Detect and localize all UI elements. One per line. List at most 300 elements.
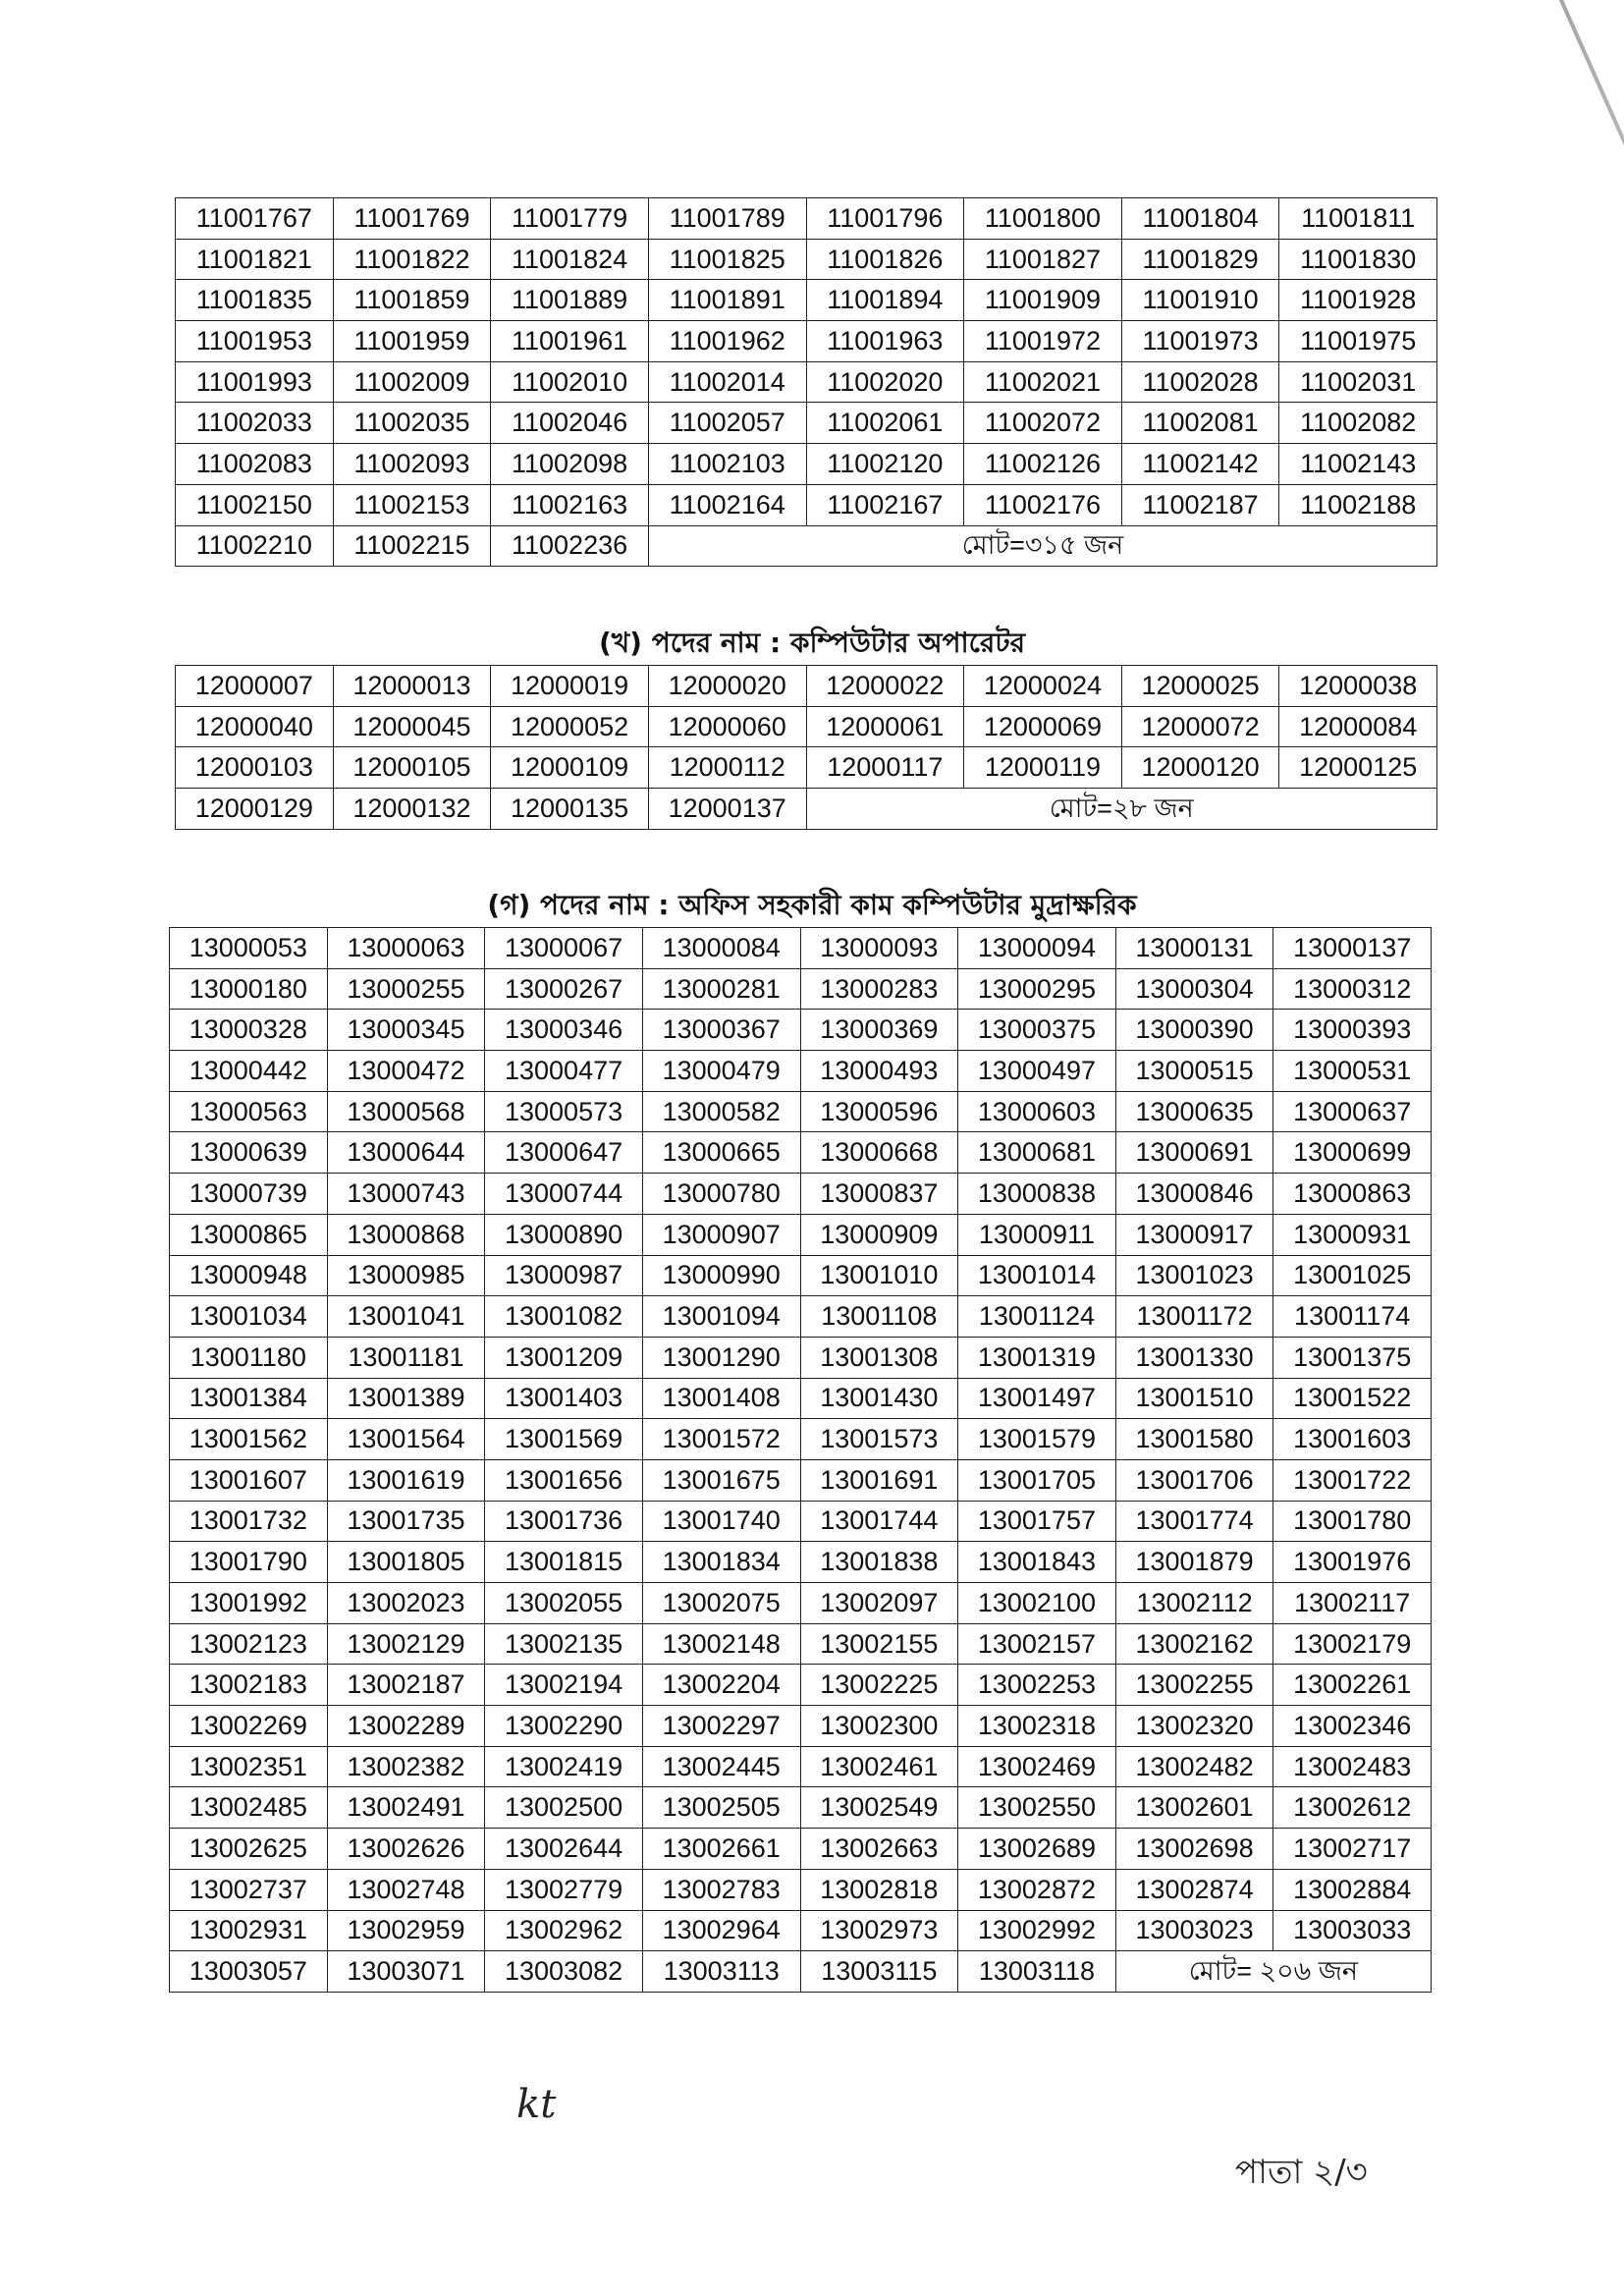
- roll-number-cell: 13002737: [170, 1869, 328, 1910]
- table-row: [176, 789, 1437, 830]
- roll-number-cell: 11002061: [806, 403, 964, 444]
- roll-number-cell: 13001025: [1273, 1255, 1432, 1296]
- roll-number-cell: 13000743: [327, 1174, 485, 1215]
- roll-number-cell: 11001894: [806, 280, 964, 321]
- roll-number-cell: 13000393: [1273, 1010, 1432, 1051]
- table-row: [170, 1706, 1432, 1747]
- roll-number-cell: 13000367: [642, 1010, 800, 1051]
- roll-number-cell: 11001821: [176, 239, 334, 280]
- roll-number-cell: 13000493: [800, 1051, 958, 1092]
- roll-number-cell: 13002783: [642, 1869, 800, 1910]
- roll-number-cell: 13001573: [800, 1419, 958, 1460]
- roll-number-cell: 13000283: [800, 968, 958, 1010]
- roll-number-cell: 13002962: [485, 1910, 643, 1951]
- roll-number-cell: 13001607: [170, 1459, 328, 1501]
- table-row: [176, 321, 1437, 362]
- roll-number-cell: 13001790: [170, 1542, 328, 1583]
- roll-number-cell: 11001826: [806, 239, 964, 280]
- roll-number-cell: 13000780: [642, 1174, 800, 1215]
- roll-number-cell: 11001822: [333, 239, 491, 280]
- roll-number-cell: 13001497: [958, 1378, 1116, 1419]
- roll-number-cell: 13002663: [800, 1829, 958, 1870]
- roll-number-cell: 13000890: [485, 1214, 643, 1255]
- roll-number-cell: 13000515: [1115, 1051, 1273, 1092]
- roll-number-cell: 13002992: [958, 1910, 1116, 1951]
- roll-number-cell: 11001909: [964, 280, 1122, 321]
- roll-number-cell: 13000644: [327, 1132, 485, 1174]
- roll-number-cell: 13002183: [170, 1665, 328, 1706]
- roll-number-cell: 13002644: [485, 1829, 643, 1870]
- roll-number-cell: 13000639: [170, 1132, 328, 1174]
- roll-number-cell: 13000345: [327, 1010, 485, 1051]
- roll-number-cell: 11001928: [1279, 280, 1437, 321]
- roll-number-cell: 13000665: [642, 1132, 800, 1174]
- table-row: [170, 1419, 1432, 1460]
- roll-number-cell: 13000603: [958, 1091, 1116, 1132]
- table-row: [170, 1951, 1432, 1993]
- roll-number-cell: 13002445: [642, 1746, 800, 1787]
- roll-number-cell: 13002748: [327, 1869, 485, 1910]
- roll-number-cell: 13001834: [642, 1542, 800, 1583]
- roll-number-cell: 11002046: [491, 403, 649, 444]
- roll-number-cell: 13000137: [1273, 928, 1432, 969]
- roll-number-cell: 13002419: [485, 1746, 643, 1787]
- roll-number-cell: 11002057: [648, 403, 806, 444]
- roll-number-cell: 13000375: [958, 1010, 1116, 1051]
- roll-number-cell: 13000063: [327, 928, 485, 969]
- roll-number-cell: 13001290: [642, 1337, 800, 1378]
- table-row: [170, 1051, 1432, 1092]
- table-row: [170, 1623, 1432, 1665]
- roll-number-cell: 13000479: [642, 1051, 800, 1092]
- roll-number-cell: 13001569: [485, 1419, 643, 1460]
- roll-number-cell: 11002010: [491, 361, 649, 403]
- roll-number-cell: 13002689: [958, 1829, 1116, 1870]
- roll-number-cell: 13000668: [800, 1132, 958, 1174]
- roll-number-cell: 11001859: [333, 280, 491, 321]
- roll-number-cell: 13001705: [958, 1459, 1116, 1501]
- roll-number-cell: 13000563: [170, 1091, 328, 1132]
- roll-number-cell: 13001603: [1273, 1419, 1432, 1460]
- roll-number-cell: 13002055: [485, 1583, 643, 1624]
- roll-number-cell: 12000084: [1279, 706, 1437, 747]
- roll-number-cell: 13001780: [1273, 1501, 1432, 1542]
- roll-number-cell: 13001805: [327, 1542, 485, 1583]
- roll-number-cell: 13002100: [958, 1583, 1116, 1624]
- roll-number-cell: 13002964: [642, 1910, 800, 1951]
- roll-number-cell: 13001691: [800, 1459, 958, 1501]
- roll-number-cell: 13002290: [485, 1706, 643, 1747]
- roll-table-section-b: [175, 665, 1437, 830]
- table-row: [170, 968, 1432, 1010]
- roll-number-cell: 13002818: [800, 1869, 958, 1910]
- roll-number-cell: 13001180: [170, 1337, 328, 1378]
- roll-number-cell: 13002112: [1115, 1583, 1273, 1624]
- total-count-cell: মোট= ২০৬ জন: [1115, 1951, 1431, 1993]
- roll-number-cell: 11001975: [1279, 321, 1437, 362]
- roll-number-cell: 13001510: [1115, 1378, 1273, 1419]
- roll-number-cell: 13001082: [485, 1296, 643, 1338]
- roll-number-cell: 13000691: [1115, 1132, 1273, 1174]
- table-row: [176, 747, 1437, 789]
- roll-number-cell: 13002300: [800, 1706, 958, 1747]
- roll-number-cell: 13003115: [800, 1951, 958, 1993]
- roll-number-cell: 13001124: [958, 1296, 1116, 1338]
- table-row: [170, 1337, 1432, 1378]
- roll-number-cell: 13002612: [1273, 1787, 1432, 1829]
- table-row: [170, 1583, 1432, 1624]
- roll-number-cell: 13000868: [327, 1214, 485, 1255]
- roll-number-cell: 13000390: [1115, 1010, 1273, 1051]
- roll-number-cell: 12000135: [491, 789, 649, 830]
- roll-number-cell: 12000045: [333, 706, 491, 747]
- roll-number-cell: 13001034: [170, 1296, 328, 1338]
- roll-number-cell: 11002142: [1121, 444, 1279, 485]
- roll-number-cell: 11002083: [176, 444, 334, 485]
- roll-number-cell: 13001879: [1115, 1542, 1273, 1583]
- roll-number-cell: 13000255: [327, 968, 485, 1010]
- roll-number-cell: 11002120: [806, 444, 964, 485]
- table-row: [170, 928, 1432, 969]
- roll-number-cell: 13003118: [958, 1951, 1116, 1993]
- roll-number-cell: 11001961: [491, 321, 649, 362]
- roll-number-cell: 13001744: [800, 1501, 958, 1542]
- roll-number-cell: 13002469: [958, 1746, 1116, 1787]
- roll-number-cell: 13002117: [1273, 1583, 1432, 1624]
- roll-number-cell: 11002150: [176, 484, 334, 525]
- roll-number-cell: 12000025: [1121, 666, 1279, 707]
- roll-number-cell: 13003057: [170, 1951, 328, 1993]
- roll-number-cell: 11001973: [1121, 321, 1279, 362]
- table-row: [176, 444, 1437, 485]
- roll-number-cell: 13001522: [1273, 1378, 1432, 1419]
- roll-number-cell: 11002143: [1279, 444, 1437, 485]
- roll-number-cell: 13000053: [170, 928, 328, 969]
- roll-number-cell: 13000863: [1273, 1174, 1432, 1215]
- roll-number-cell: 13000093: [800, 928, 958, 969]
- page-number: পাতা ২/৩: [1235, 2153, 1368, 2192]
- roll-number-cell: 11001829: [1121, 239, 1279, 280]
- roll-number-cell: 13000948: [170, 1255, 328, 1296]
- table-row: [170, 1910, 1432, 1951]
- table-row: [170, 1132, 1432, 1174]
- roll-number-cell: 11001830: [1279, 239, 1437, 280]
- roll-number-cell: 13002931: [170, 1910, 328, 1951]
- roll-number-cell: 13001308: [800, 1337, 958, 1378]
- roll-number-cell: 12000119: [964, 747, 1122, 789]
- roll-number-cell: 13000180: [170, 968, 328, 1010]
- roll-number-cell: 13001384: [170, 1378, 328, 1419]
- roll-number-cell: 11002082: [1279, 403, 1437, 444]
- roll-number-cell: 13001041: [327, 1296, 485, 1338]
- roll-number-cell: 13001619: [327, 1459, 485, 1501]
- roll-table-section-c: [169, 927, 1432, 1993]
- roll-number-cell: 13000907: [642, 1214, 800, 1255]
- table-row: [170, 1378, 1432, 1419]
- roll-number-cell: 13000582: [642, 1091, 800, 1132]
- roll-number-cell: 13001023: [1115, 1255, 1273, 1296]
- roll-number-cell: 13000909: [800, 1214, 958, 1255]
- roll-number-cell: 12000072: [1121, 706, 1279, 747]
- table-row: [170, 1665, 1432, 1706]
- roll-number-cell: 13002382: [327, 1746, 485, 1787]
- roll-number-cell: 13001010: [800, 1255, 958, 1296]
- roll-number-cell: 13001580: [1115, 1419, 1273, 1460]
- roll-number-cell: 11002020: [806, 361, 964, 403]
- roll-number-cell: 13002482: [1115, 1746, 1273, 1787]
- roll-number-cell: 13000531: [1273, 1051, 1432, 1092]
- roll-number-cell: 13001319: [958, 1337, 1116, 1378]
- roll-number-cell: 13001562: [170, 1419, 328, 1460]
- section-b-heading: (খ) পদের নাম : কম্পিউটার অপারেটর: [599, 627, 1025, 659]
- page-edge-shadow: [1542, 0, 1624, 373]
- table-row: [170, 1010, 1432, 1051]
- roll-number-cell: 11001891: [648, 280, 806, 321]
- roll-number-cell: 13001579: [958, 1419, 1116, 1460]
- roll-number-cell: 11002163: [491, 484, 649, 525]
- roll-number-cell: 13001108: [800, 1296, 958, 1338]
- roll-number-cell: 13002097: [800, 1583, 958, 1624]
- roll-number-cell: 13000442: [170, 1051, 328, 1092]
- roll-number-cell: 11001835: [176, 280, 334, 321]
- roll-number-cell: 13002135: [485, 1623, 643, 1665]
- roll-number-cell: 11001993: [176, 361, 334, 403]
- roll-number-cell: 12000120: [1121, 747, 1279, 789]
- roll-number-cell: 13002269: [170, 1706, 328, 1747]
- roll-number-cell: 13002500: [485, 1787, 643, 1829]
- roll-number-cell: 11001804: [1121, 198, 1279, 240]
- roll-number-cell: 13002148: [642, 1623, 800, 1665]
- roll-number-cell: 11002009: [333, 361, 491, 403]
- table-row: [170, 1459, 1432, 1501]
- table-row: [170, 1091, 1432, 1132]
- table-row: [170, 1787, 1432, 1829]
- roll-number-cell: 13001838: [800, 1542, 958, 1583]
- roll-number-cell: 11002164: [648, 484, 806, 525]
- roll-number-cell: 13003071: [327, 1951, 485, 1993]
- roll-number-cell: 12000125: [1279, 747, 1437, 789]
- roll-number-cell: 13000865: [170, 1214, 328, 1255]
- roll-number-cell: 13001389: [327, 1378, 485, 1419]
- roll-number-cell: 13002129: [327, 1623, 485, 1665]
- roll-number-cell: 11001953: [176, 321, 334, 362]
- roll-number-cell: 13000985: [327, 1255, 485, 1296]
- roll-number-cell: 13001706: [1115, 1459, 1273, 1501]
- roll-number-cell: 13002485: [170, 1787, 328, 1829]
- roll-number-cell: 13000131: [1115, 928, 1273, 969]
- roll-number-cell: 13000369: [800, 1010, 958, 1051]
- roll-number-cell: 13000931: [1273, 1214, 1432, 1255]
- roll-number-cell: 11002031: [1279, 361, 1437, 403]
- section-c-heading: (গ) পদের নাম : অফিস সহকারী কাম কম্পিউটার মুদ্রাক্ষরিক: [487, 889, 1137, 921]
- roll-number-cell: 13002023: [327, 1583, 485, 1624]
- roll-number-cell: 13001572: [642, 1419, 800, 1460]
- roll-number-cell: 13002661: [642, 1829, 800, 1870]
- roll-number-cell: 13002601: [1115, 1787, 1273, 1829]
- roll-number-cell: 13002318: [958, 1706, 1116, 1747]
- roll-number-cell: 11001910: [1121, 280, 1279, 321]
- roll-number-cell: 13002297: [642, 1706, 800, 1747]
- roll-number-cell: 13000637: [1273, 1091, 1432, 1132]
- roll-number-cell: 13000084: [642, 928, 800, 969]
- roll-number-cell: 12000060: [648, 706, 806, 747]
- roll-number-cell: 13001740: [642, 1501, 800, 1542]
- roll-number-cell: 13002162: [1115, 1623, 1273, 1665]
- roll-number-cell: 13002255: [1115, 1665, 1273, 1706]
- roll-number-cell: 13000987: [485, 1255, 643, 1296]
- roll-number-cell: 13000647: [485, 1132, 643, 1174]
- roll-number-cell: 12000129: [176, 789, 334, 830]
- roll-number-cell: 13000094: [958, 928, 1116, 969]
- roll-number-cell: 11002098: [491, 444, 649, 485]
- roll-number-cell: 13000911: [958, 1214, 1116, 1255]
- roll-number-cell: 13001757: [958, 1501, 1116, 1542]
- table-row: [176, 706, 1437, 747]
- roll-number-cell: 13002491: [327, 1787, 485, 1829]
- roll-number-cell: 13000328: [170, 1010, 328, 1051]
- roll-number-cell: 13001408: [642, 1378, 800, 1419]
- roll-number-cell: 13002461: [800, 1746, 958, 1787]
- roll-number-cell: 11001769: [333, 198, 491, 240]
- handwritten-initials: kt: [516, 2082, 557, 2127]
- total-count-cell: মোট=৩১৫ জন: [648, 525, 1436, 567]
- roll-number-cell: 11002215: [333, 525, 491, 567]
- roll-number-cell: 11002021: [964, 361, 1122, 403]
- roll-number-cell: 13002550: [958, 1787, 1116, 1829]
- roll-number-cell: 13000568: [327, 1091, 485, 1132]
- roll-number-cell: 13002075: [642, 1583, 800, 1624]
- roll-number-cell: 12000019: [491, 666, 649, 707]
- roll-number-cell: 12000007: [176, 666, 334, 707]
- roll-number-cell: 11002167: [806, 484, 964, 525]
- roll-number-cell: 13000267: [485, 968, 643, 1010]
- roll-number-cell: 13000346: [485, 1010, 643, 1051]
- roll-number-cell: 13002157: [958, 1623, 1116, 1665]
- roll-number-cell: 13001736: [485, 1501, 643, 1542]
- roll-number-cell: 11002081: [1121, 403, 1279, 444]
- roll-number-cell: 13000472: [327, 1051, 485, 1092]
- roll-number-cell: 13002872: [958, 1869, 1116, 1910]
- table-row: [176, 239, 1437, 280]
- roll-number-cell: 12000137: [648, 789, 806, 830]
- roll-number-cell: 11001889: [491, 280, 649, 321]
- roll-number-cell: 13000477: [485, 1051, 643, 1092]
- roll-number-cell: 13000837: [800, 1174, 958, 1215]
- roll-number-cell: 13001172: [1115, 1296, 1273, 1338]
- roll-number-cell: 13002549: [800, 1787, 958, 1829]
- table-row: [170, 1174, 1432, 1215]
- roll-number-cell: 12000069: [964, 706, 1122, 747]
- roll-number-cell: 11001767: [176, 198, 334, 240]
- roll-number-cell: 13000846: [1115, 1174, 1273, 1215]
- roll-number-cell: 13000295: [958, 968, 1116, 1010]
- roll-number-cell: 12000024: [964, 666, 1122, 707]
- roll-number-cell: 13001976: [1273, 1542, 1432, 1583]
- roll-number-cell: 12000112: [648, 747, 806, 789]
- roll-number-cell: 12000061: [806, 706, 964, 747]
- table-row: [170, 1296, 1432, 1338]
- roll-number-cell: 11001779: [491, 198, 649, 240]
- roll-number-cell: 13001675: [642, 1459, 800, 1501]
- roll-number-cell: 11001796: [806, 198, 964, 240]
- roll-number-cell: 13001209: [485, 1337, 643, 1378]
- roll-number-cell: 13002123: [170, 1623, 328, 1665]
- table-row: [170, 1255, 1432, 1296]
- roll-number-cell: 13002505: [642, 1787, 800, 1829]
- roll-number-cell: 13002483: [1273, 1746, 1432, 1787]
- roll-number-cell: 13001815: [485, 1542, 643, 1583]
- roll-number-cell: 13002253: [958, 1665, 1116, 1706]
- roll-number-cell: 13000838: [958, 1174, 1116, 1215]
- roll-number-cell: 13002289: [327, 1706, 485, 1747]
- roll-number-cell: 13002187: [327, 1665, 485, 1706]
- roll-number-cell: 13001094: [642, 1296, 800, 1338]
- roll-number-cell: 12000103: [176, 747, 334, 789]
- table-row: [176, 198, 1437, 240]
- roll-number-cell: 13002261: [1273, 1665, 1432, 1706]
- roll-number-cell: 13000067: [485, 928, 643, 969]
- roll-number-cell: 12000040: [176, 706, 334, 747]
- roll-number-cell: 12000132: [333, 789, 491, 830]
- roll-number-cell: 13001174: [1273, 1296, 1432, 1338]
- roll-number-cell: 13002874: [1115, 1869, 1273, 1910]
- roll-number-cell: 13001732: [170, 1501, 328, 1542]
- roll-number-cell: 13002973: [800, 1910, 958, 1951]
- roll-number-cell: 11001789: [648, 198, 806, 240]
- roll-number-cell: 13000635: [1115, 1091, 1273, 1132]
- roll-number-cell: 13001375: [1273, 1337, 1432, 1378]
- roll-number-cell: 13000312: [1273, 968, 1432, 1010]
- roll-number-cell: 11002014: [648, 361, 806, 403]
- roll-number-cell: 11001824: [491, 239, 649, 280]
- roll-number-cell: 13003082: [485, 1951, 643, 1993]
- roll-number-cell: 13001843: [958, 1542, 1116, 1583]
- roll-number-cell: 11001800: [964, 198, 1122, 240]
- roll-number-cell: 13003033: [1273, 1910, 1432, 1951]
- table-row: [170, 1869, 1432, 1910]
- roll-number-cell: 13001564: [327, 1419, 485, 1460]
- roll-number-cell: 11002072: [964, 403, 1122, 444]
- roll-number-cell: 11001825: [648, 239, 806, 280]
- roll-number-cell: 12000013: [333, 666, 491, 707]
- roll-number-cell: 11001959: [333, 321, 491, 362]
- table-row: [176, 361, 1437, 403]
- roll-number-cell: 13001330: [1115, 1337, 1273, 1378]
- roll-number-cell: 11002210: [176, 525, 334, 567]
- roll-number-cell: 11002236: [491, 525, 649, 567]
- roll-number-cell: 13000699: [1273, 1132, 1432, 1174]
- roll-number-cell: 13002194: [485, 1665, 643, 1706]
- roll-number-cell: 13003113: [642, 1951, 800, 1993]
- roll-number-cell: 12000117: [806, 747, 964, 789]
- roll-number-cell: 11002187: [1121, 484, 1279, 525]
- roll-number-cell: 13000990: [642, 1255, 800, 1296]
- roll-number-cell: 13000739: [170, 1174, 328, 1215]
- roll-number-cell: 13002959: [327, 1910, 485, 1951]
- roll-number-cell: 11002176: [964, 484, 1122, 525]
- roll-number-cell: 13000596: [800, 1091, 958, 1132]
- roll-number-cell: 13000917: [1115, 1214, 1273, 1255]
- roll-number-cell: 13001722: [1273, 1459, 1432, 1501]
- roll-number-cell: 11001962: [648, 321, 806, 362]
- roll-number-cell: 13002779: [485, 1869, 643, 1910]
- total-count-cell: মোট=২৮ জন: [806, 789, 1437, 830]
- roll-number-cell: 11001811: [1279, 198, 1437, 240]
- roll-number-cell: 11002093: [333, 444, 491, 485]
- roll-number-cell: 13003023: [1115, 1910, 1273, 1951]
- roll-number-cell: 13002320: [1115, 1706, 1273, 1747]
- roll-number-cell: 13001774: [1115, 1501, 1273, 1542]
